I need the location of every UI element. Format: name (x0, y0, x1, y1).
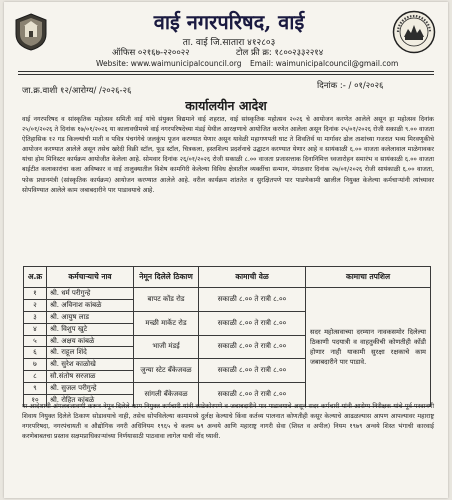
time-cell: सकाळी ८.०० ते रात्री ८.०० (199, 335, 306, 359)
serial-cell: १० (24, 395, 47, 407)
employee-name-cell: श्री. अक्षय कांबळे (47, 335, 134, 347)
reference-number: जा.क्र.वाशी १२/आरोग्य/ /२०२६-२६ (22, 86, 132, 96)
table-header-row (24, 267, 431, 288)
time-cell: सकाळी ८.०० ते रात्री ८.०० (199, 359, 306, 383)
place-cell: सांगली बँकेजवळ (134, 383, 199, 407)
employee-name-cell: श्री. आयुष लाड (47, 311, 134, 323)
council-name-title: वाई नगरपरिषद, वाई (153, 10, 305, 34)
toll-free-number: टोल फ्री क्र: १८००२३३२२१४ (236, 48, 324, 58)
office-phone: ऑफिस ०२१६७-२२००२२ (112, 48, 190, 58)
employee-name-cell: श्री. विशुप खुटे (47, 323, 134, 335)
col-header-time: कामाची वेळ (199, 267, 306, 288)
council-seal-logo (392, 10, 436, 54)
col-header-serial: अ.क्र (24, 267, 47, 288)
serial-cell: १ (24, 288, 47, 300)
col-header-place: नेमून दिलेले ठिकाण (134, 267, 199, 288)
serial-cell: ७ (24, 359, 47, 371)
website-text: Website: www.waimunicipalcouncil.org (96, 59, 242, 68)
col-header-employee: कर्मचाऱ्याचे नाव (47, 267, 134, 288)
place-cell: मच्छी मार्केट रोड (134, 311, 199, 335)
header-rule (18, 71, 434, 72)
place-cell: भाजी मंडई (134, 335, 199, 359)
serial-cell: ६ (24, 347, 47, 359)
employee-name-cell: श्री. रोहित कांबळे (47, 395, 134, 407)
employee-name-cell: श्री. राहूल शिंदे (47, 347, 134, 359)
place-cell: बापट कोंड रोड (134, 288, 199, 312)
employee-name-cell: श्री. धर्म परीगुन्हे (47, 288, 134, 300)
header-rule-thin (18, 74, 434, 75)
municipal-emblem-logo (12, 12, 50, 52)
serial-cell: ५ (24, 335, 47, 347)
office-order-document (4, 2, 448, 498)
table-row (24, 288, 431, 300)
order-date: दिनांक :- / ०१/२०२६ (317, 81, 384, 91)
order-body-paragraph: वाई नगरपरिषद व सांस्कृतिक महोत्सव समिती वाई यांचे संयुक्त विद्यमाने वाई शहरात, वाई सांस्कृतिक महोत्सव २०२६ चे आयोजन करणेत आलेले असून हा महोत्सव दिनांक २५/०१/२०२६ ते दिनांक १७/०१/२०२६ या कालावधीमध्ये वाई नगरपरिषदेच्या मंडई येथील आरक्षणाचे आयोजित करणेत आलेला असून दिनांक २५/०१/२०२६ रोजी सकाळी ९.०० वाजता ऐतिहासिक १२ गड किल्ल्यांची माती व पवित्र पंचगंगेचे जलकुंभ पूजन करण्यात येणार असून यावेळी महागणपती घाट ते शिवतिर्थ या मार्गावर ढोल ताशांच्या गजरात भव्य मिरवणूकीचे आयोजन करण्यात आलेले असून तसेच खरेदी विक्री स्टॉल, फूड स्टॉल, चित्रकला, हस्तशिल्प प्रदर्शनाचे उद्घाटन करण्यात येणार आहे व सायंकाळी ६.०० वाजता कलेलावाल माळेगावकर यांचा होम मिनिस्टर कार्यक्रम आयोजीत केलेला आहे. सोमवार दिनांक २६/०१/२०२६ रोजी सकाळी ८.०० वाजता प्रजासत्ताक दिनानिमित्त ध्वजारोहन समारंभ व सायंकाळी ६.०० वाजता बाईटीत कलाकारांचा कला अविष्कार व वाई तालुक्यातील विशेष कामगिरी केलेल्या विविध क्षेत्रातील व्यक्तींचा सन्मान, मंगळवार दिनांक २७/०१/२०२६ रोजी सायंकाळी ६.०० वाजता, फोक प्रधानमंत्री (सांस्कृतिक कार्यक्रम) आयोजन करण्यात आलेले आहे. वरील कार्यक्रम शांततेत व सुरक्षितपणे पार पाडणेकामी खालील नियुक्त केलेल्या कर्मचाऱ्यांनी त्यांच्यावर सोपविण्यात आलेले काम जबाबदारीने पार पाडावयाचे आहे. (22, 116, 434, 194)
serial-cell: ९ (24, 383, 47, 395)
time-cell: सकाळी ८.०० ते रात्री ८.०० (199, 311, 306, 335)
duty-details-cell: सदर महोत्सवाच्या दरम्यान नावकसमोर दिलेल्या ठिकाणी पदयात्री व वाहतुकीची कोणतीही कोंडी होणार नाही याकामी सुरक्षा रक्षकाचे काम जबाबदारीने पार पाडावे. (306, 288, 431, 407)
time-cell: सकाळी ८.०० ते रात्री ८.०० (199, 383, 306, 407)
serial-cell: ८ (24, 371, 47, 383)
order-closing-paragraph: या आदेशाची अंमलबजावणी करून नेमून दिलेले काम नियुक्त कर्मचारी यांनी काटेकोरपणे व जबाबदारीने पार पाडावयाचे असून सदर कर्मचारी यांनी आरोग्य निरीक्षक यांचे पूर्व परवानगी शिवाय नियुक्त दिलेले ठिकाण सोडावयाचे नाही, तसेच सोपविलेल्या कामामध्ये दुर्लक्ष केल्याचे किंवा कर्तव्य पालनात कोणतीही कसूर केल्याचे आढळल्यास आपण आपल्यावर महाराष्ट्र नगरपरिषदा, नगरपंचायती व औद्योगिक नगरी अधिनियम १९६५ चे कलम ७९ अन्वये आणि महाराष्ट्र नागरी सेवा (शिस्त व अपील) नियम १९७९ अन्वये शिस्त भंगाची कारवाई करणेबाबतचा प्रस्ताव सक्षमप्राधिकाऱ्यांच्या निर्णयासाठी पाठवावा लागेल याची नोंद घ्यावी. (22, 403, 434, 441)
serial-cell: ४ (24, 323, 47, 335)
employee-name-cell: श्री. सुरेश काळोखे (47, 359, 134, 371)
time-cell: सकाळी ८.०० ते रात्री ८.०० (199, 288, 306, 312)
employee-name-cell: श्री. सुजल परीगुन्हे (47, 383, 134, 395)
staff-assignment-table (23, 266, 431, 407)
serial-cell: ३ (24, 311, 47, 323)
council-address: ता. वाई जि.सातारा ४१२८०३ (182, 38, 276, 48)
employee-name-cell: सौ.संतोष सरजाळ (47, 371, 134, 383)
place-cell: जुन्या स्टेट बँकेजवळ (134, 359, 199, 383)
email-text: Email: waimunicipalcouncil@gmail.com (250, 59, 399, 68)
serial-cell: २ (24, 299, 47, 311)
order-heading: कार्यालयीन आदेश (185, 98, 267, 113)
employee-name-cell: श्री. अविनाश कांबळे (47, 299, 134, 311)
col-header-details: कामाचा तपशिल (306, 267, 431, 288)
